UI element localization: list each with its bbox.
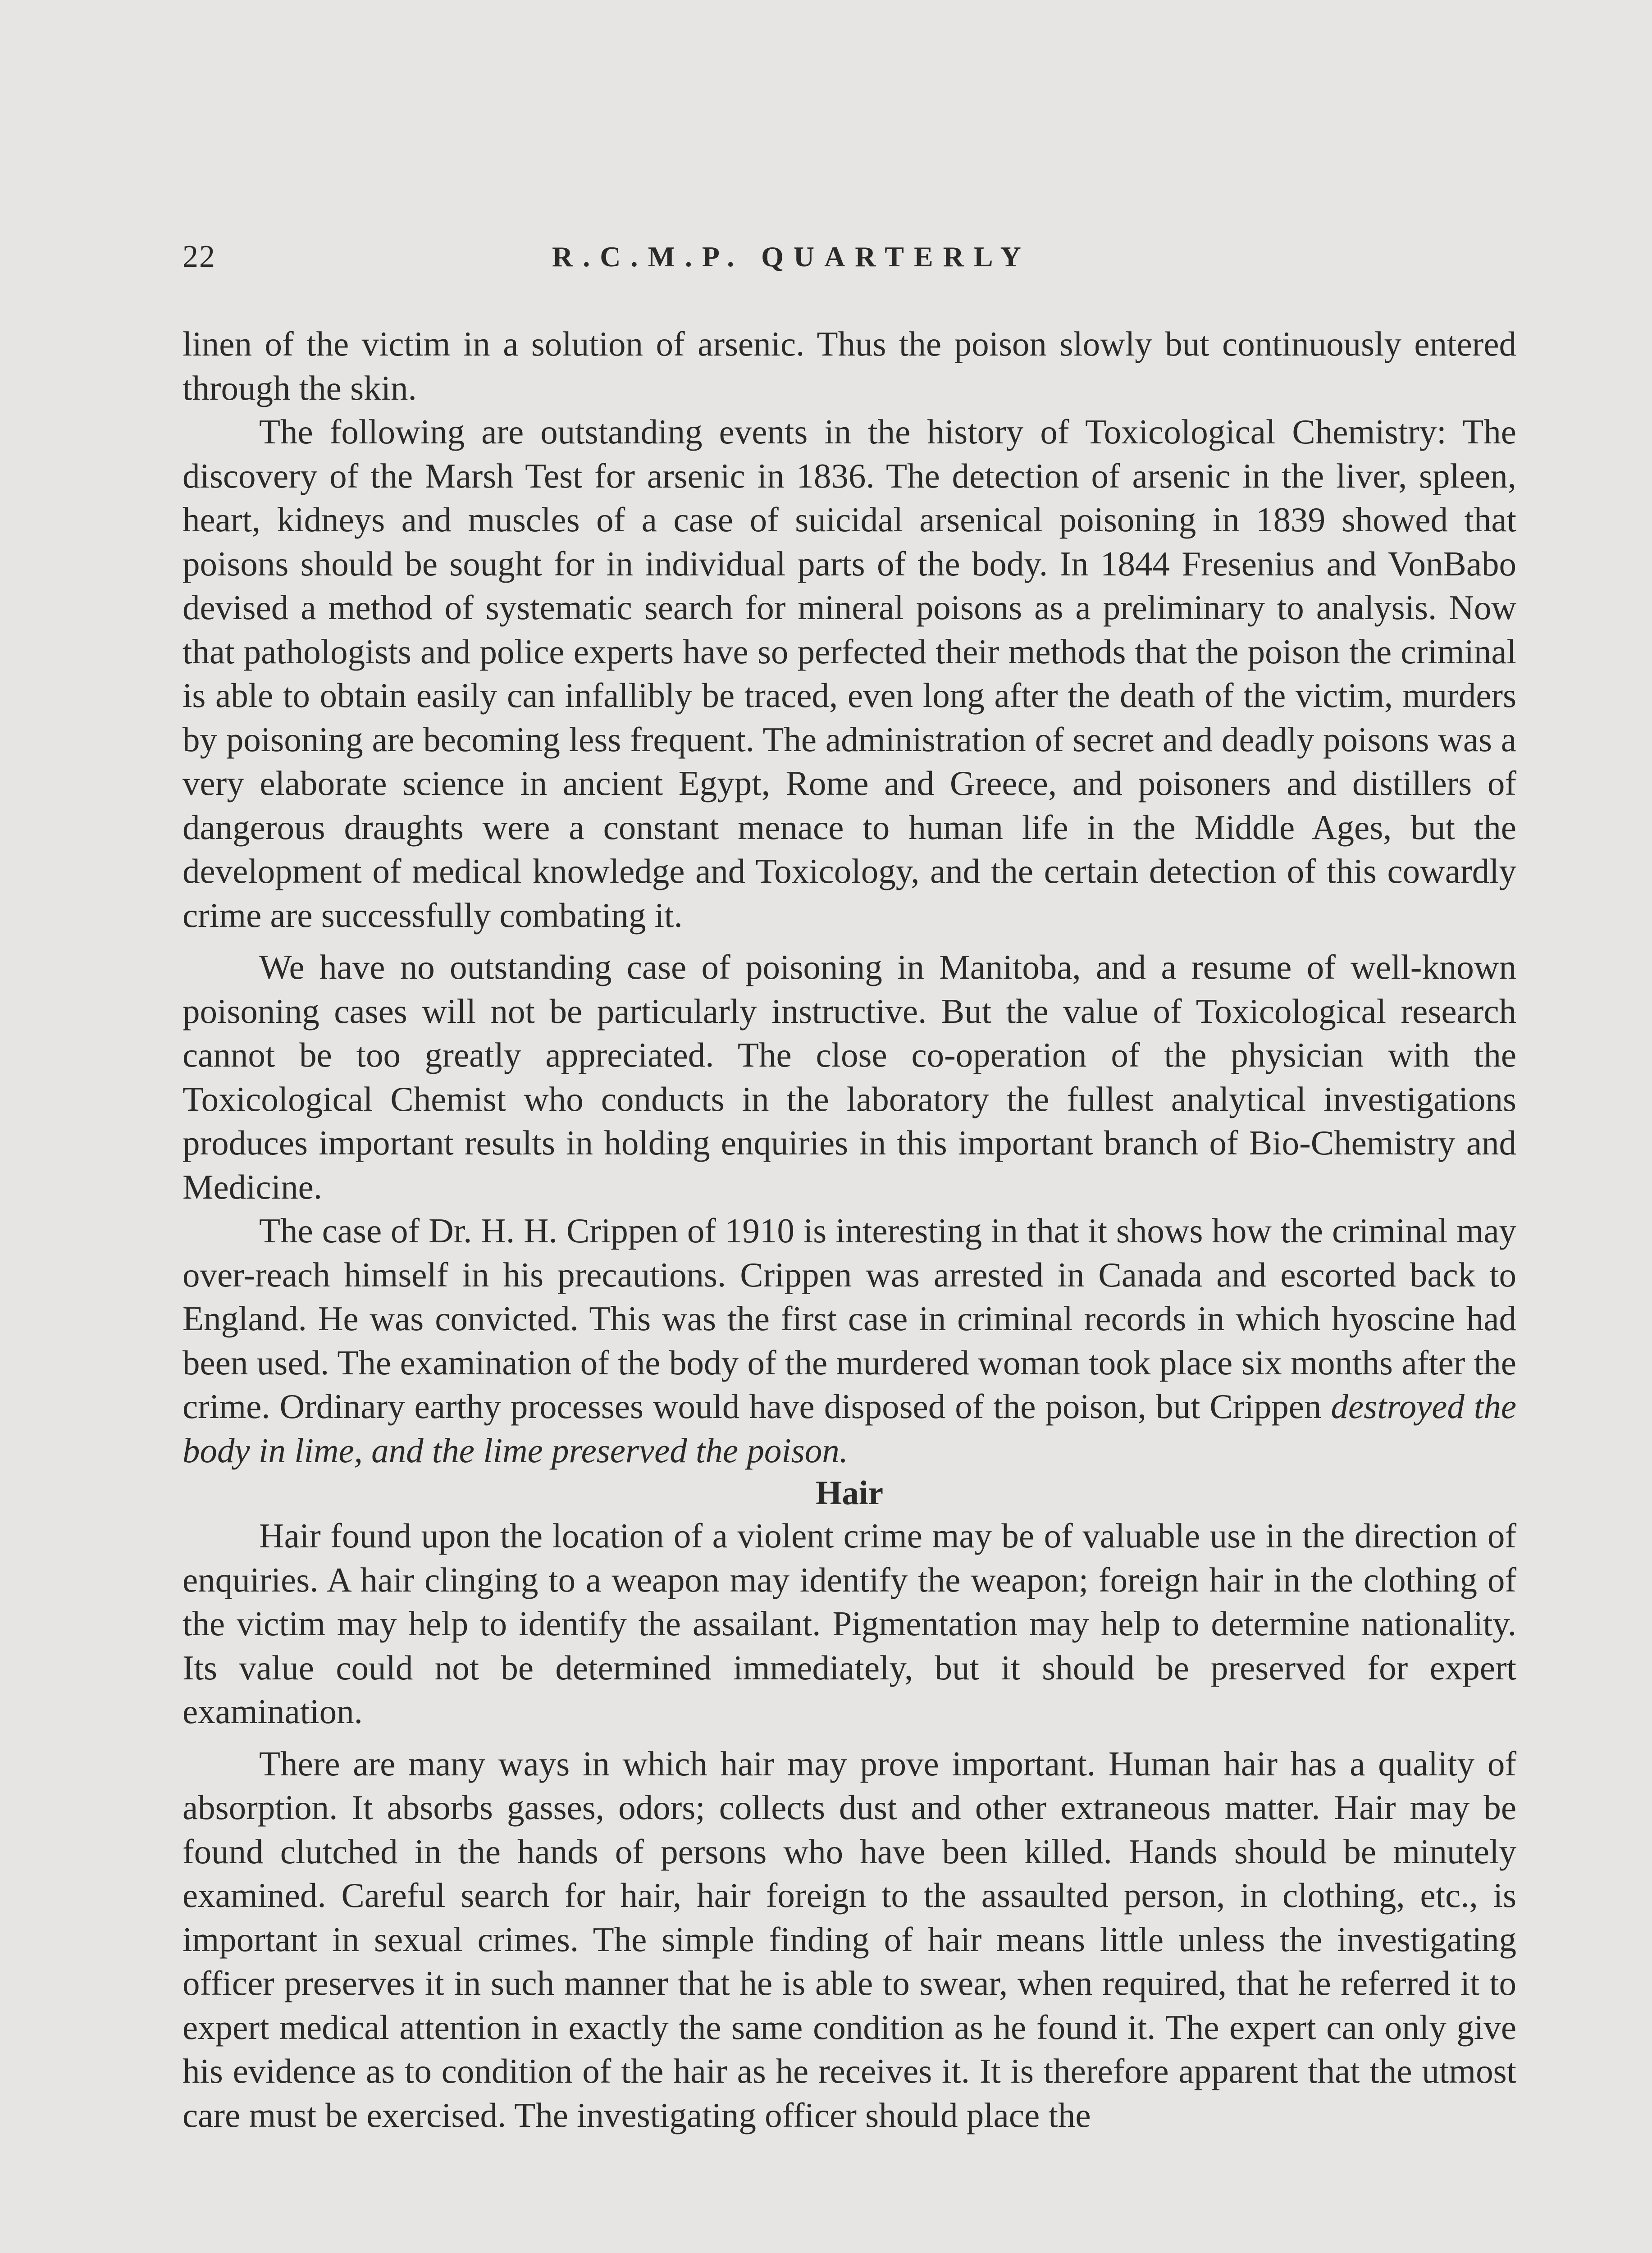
crippen-italic-text: destroyed the body in lime, and the lime preserved the poison. xyxy=(183,1387,1516,1470)
paragraph-hair-location: Hair found upon the location of a violent crime may be of valuable use in the direction of enquiries. A hair clinging to a weapon may identify the weapon; foreign hair in the clothing of the victim may help to identify the assailant. Pigmentation may help to determine nationality. Its value could not be determined immediately, but it should be preserved for expert examination. xyxy=(183,1516,1516,1731)
page-number: 22 xyxy=(183,239,216,274)
paragraph-manitoba: We have no outstanding case of poisoning in Manitoba, and a resume of well-known poisoning cases will not be particularly instructive. But the value of Toxicological research cannot be too greatly appreciated. The close co-operation of the physician with the Toxicological Chemist who conducts in the laboratory the fullest analytical investigations produces important results in holding enquiries in this important branch of Bio-Chemistry and Medicine. xyxy=(183,948,1516,1206)
paragraph-hair-importance: There are many ways in which hair may prove important. Human hair has a quality of absorption. It absorbs gasses, odors; collects dust and other extraneous matter. Hair may be found clutched in the hands of persons who have been killed. Hands should be minutely examined. Careful search for hair, hair foreign to the assaulted person, in clothing, etc., is important in sexual crimes. The simple finding of hair means little unless the investigating officer preserves it in such manner that he is able to swear, when required, that he referred it to expert medical attention in exactly the same condition as he found it. The expert can only give his evidence as to condition of the hair as he receives it. It is therefore apparent that the utmost care must be exercised. The investigating officer should place the xyxy=(183,1744,1516,2134)
running-head xyxy=(183,234,1516,279)
crippen-text: The case of Dr. H. H. Crippen of 1910 is interesting in that it shows how the criminal may over-reach himself in his precautions. Crippen was arrested in Canada and escorted back to England. He was convicted. This was the first case in criminal records in which hyoscine had been used. The examination of the body of the murdered woman took place six months after the crime. Ordinary earthy processes would have disposed of the poison, but Crippen xyxy=(183,1211,1516,1426)
section-heading-hair: Hair xyxy=(816,1474,883,1512)
journal-title: R.C.M.P. QUARTERLY xyxy=(552,241,1031,273)
article-body xyxy=(183,322,1516,2137)
paragraph-toxicology-history: The following are outstanding events in the history of Toxicological Chemistry: The discovery of the Marsh Test for arsenic in 1836. The detection of arsenic in the liver, spleen, heart, kidneys and muscles of a case of suicidal arsenical poisoning in 1839 showed that poisons should be sought for in individual parts of the body. In 1844 Fresenius and VonBabo devised a method of systematic search for mineral poisons as a preliminary to analysis. Now that pathologists and police experts have so perfected their methods that the poison the criminal is able to obtain easily can infallibly be traced, even long after the death of the victim, murders by poisoning are becoming less frequent. The administration of secret and deadly poisons was a very elaborate science in ancient Egypt, Rome and Greece, and poisoners and distillers of dangerous draughts were a constant menace to human life in the Middle Ages, but the development of medical knowledge and Toxicology, and the certain detection of this cowardly crime are successfully combating it. xyxy=(183,412,1516,935)
paragraph-arsenic-linen: linen of the victim in a solution of arsenic. Thus the poison slowly but continuously entered through the skin. xyxy=(183,324,1516,407)
paragraph-crippen-case xyxy=(183,1209,1516,1473)
